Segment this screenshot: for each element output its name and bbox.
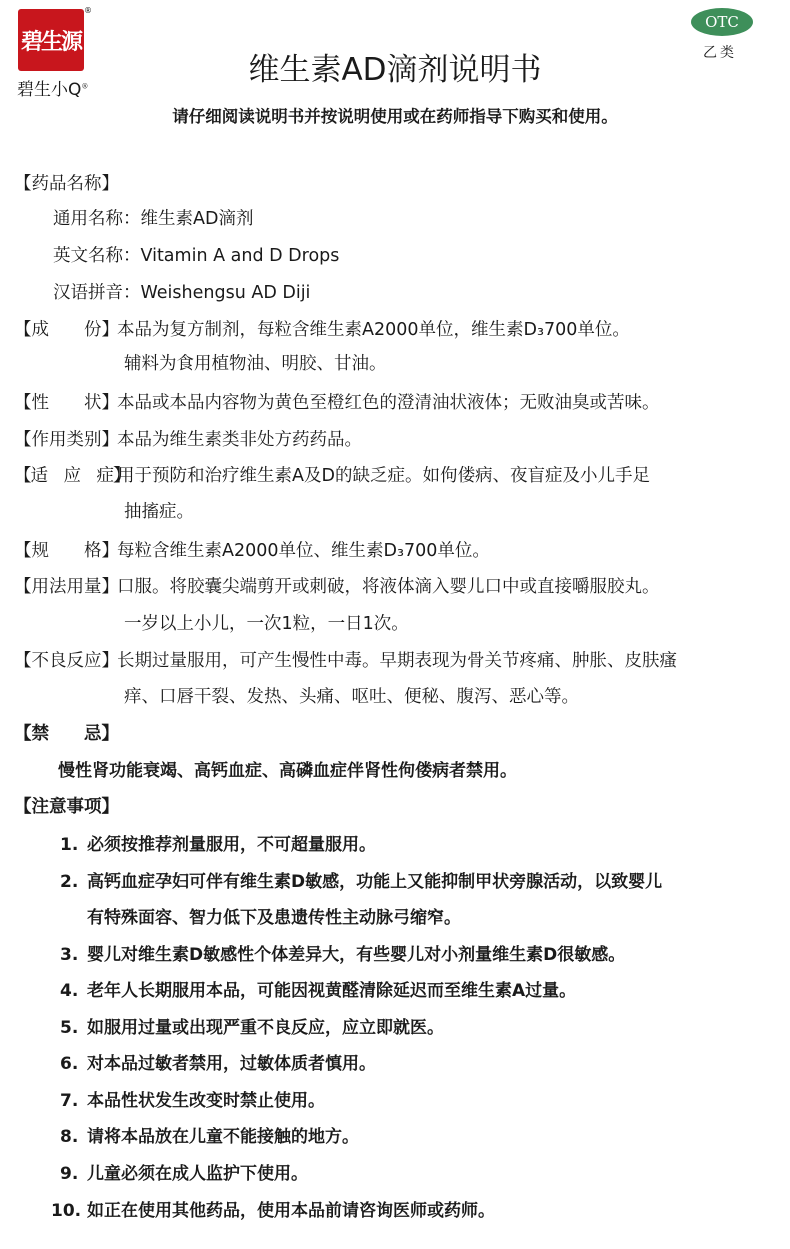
english-name: 英文名称：Vitamin A and D Drops (53, 246, 340, 266)
section-tag-precautions: 【注意事项】 (14, 797, 119, 817)
adverse-text-2: 痒、口唇干裂、发热、头痛、呕吐、便秘、腹泻、恶心等。 (124, 687, 579, 707)
precaution-num: 6. (60, 1054, 79, 1074)
precaution-item (60, 867, 662, 892)
precaution-item (51, 1196, 495, 1221)
precaution-num: 4. (60, 981, 79, 1001)
generic-name: 通用名称：维生素AD滴剂 (53, 209, 254, 229)
brand-name-mark: ® (81, 82, 89, 91)
section-tag-ingredients: 【成 份】 (14, 320, 119, 340)
precaution-num: 10. (51, 1201, 82, 1221)
precaution-item (60, 940, 625, 965)
precaution-item (60, 1013, 444, 1038)
section-tag-adverse: 【不良反应】 (14, 651, 119, 671)
otc-label: OTC (705, 13, 739, 31)
section-tag-category: 【作用类别】 (14, 430, 119, 450)
logo-registered-mark: ® (84, 6, 92, 15)
section-tag-indications: 【适 应 症】 (14, 466, 130, 486)
precaution-num: 7. (60, 1091, 79, 1111)
precaution-num: 5. (60, 1018, 79, 1038)
indications-text-2: 抽搐症。 (124, 502, 194, 522)
precaution-num: 3. (60, 945, 79, 965)
precaution-item (60, 1122, 359, 1147)
otc-class: 乙类 (703, 45, 737, 61)
section-tag-appearance: 【性 状】 (14, 393, 119, 413)
spec-text: 每粒含维生素A2000单位、维生素D₃700单位。 (117, 541, 490, 561)
page-title: 维生素AD滴剂说明书 (248, 52, 542, 88)
precaution-text: 请将本品放在儿童不能接触的地方。 (87, 1127, 359, 1147)
precaution-text: 对本品过敏者禁用，过敏体质者慎用。 (87, 1054, 376, 1074)
contra-text: 慢性肾功能衰竭、高钙血症、高磷血症伴肾性佝偻病者禁用。 (58, 761, 517, 781)
dosage-text-2: 一岁以上小儿，一次1粒，一日1次。 (124, 614, 409, 634)
ingredients-text-2: 辅料为食用植物油、明胶、甘油。 (124, 354, 387, 374)
category-text: 本品为维生素类非处方药药品。 (117, 430, 362, 450)
page-subtitle: 请仔细阅读说明书并按说明使用或在药师指导下购买和使用。 (172, 107, 618, 126)
section-tag-dosage: 【用法用量】 (14, 577, 119, 597)
precaution-text: 必须按推荐剂量服用，不可超量服用。 (87, 835, 376, 855)
precaution-num: 8. (60, 1127, 79, 1147)
precaution-text: 如正在使用其他药品，使用本品前请咨询医师或药师。 (87, 1201, 495, 1221)
precaution-num: 9. (60, 1164, 79, 1184)
precaution-item (60, 976, 576, 1001)
section-tag-spec: 【规 格】 (14, 541, 119, 561)
precaution-text: 儿童必须在成人监护下使用。 (87, 1164, 308, 1184)
precaution-text: 老年人长期服用本品，可能因视黄醛清除延迟而至维生素A过量。 (87, 981, 577, 1001)
ingredients-text-1: 本品为复方制剂，每粒含维生素A2000单位，维生素D₃700单位。 (117, 320, 630, 340)
precaution-item (60, 1159, 308, 1184)
precaution-item (60, 1086, 325, 1111)
logo-text: 碧生源 (20, 28, 81, 55)
precaution-text: 如服用过量或出现严重不良反应，应立即就医。 (87, 1018, 444, 1038)
section-tag-contra: 【禁 忌】 (14, 724, 119, 744)
precaution-text: 本品性状发生改变时禁止使用。 (87, 1091, 325, 1111)
precaution-item-continued: 有特殊面容、智力低下及患遗传性主动脉弓缩窄。 (87, 908, 461, 928)
precaution-item (60, 1049, 376, 1074)
precaution-num: 2. (60, 872, 79, 892)
dosage-text-1: 口服。将胶囊尖端剪开或刺破，将液体滴入婴儿口中或直接嚼服胶丸。 (117, 577, 660, 597)
otc-badge (691, 8, 753, 36)
brand-name-text: 碧生小Q (17, 80, 82, 100)
adverse-text-1: 长期过量服用，可产生慢性中毒。早期表现为骨关节疼痛、肿胀、皮肤瘙 (117, 651, 677, 671)
precaution-text: 婴儿对维生素D敏感性个体差异大，有些婴儿对小剂量维生素D很敏感。 (87, 945, 626, 965)
pinyin-name: 汉语拼音：Weishengsu AD Diji (53, 283, 311, 303)
precaution-item (60, 830, 376, 855)
section-tag-name: 【药品名称】 (14, 174, 119, 194)
precaution-text: 高钙血症孕妇可伴有维生素D敏感，功能上又能抑制甲状旁腺活动，以致婴儿 (87, 872, 663, 892)
indications-text-1: 用于预防和治疗维生素A及D的缺乏症。如佝偻病、夜盲症及小儿手足 (117, 466, 650, 486)
appearance-text: 本品或本品内容物为黄色至橙红色的澄清油状液体；无败油臭或苦味。 (117, 393, 660, 413)
precaution-num: 1. (60, 835, 79, 855)
